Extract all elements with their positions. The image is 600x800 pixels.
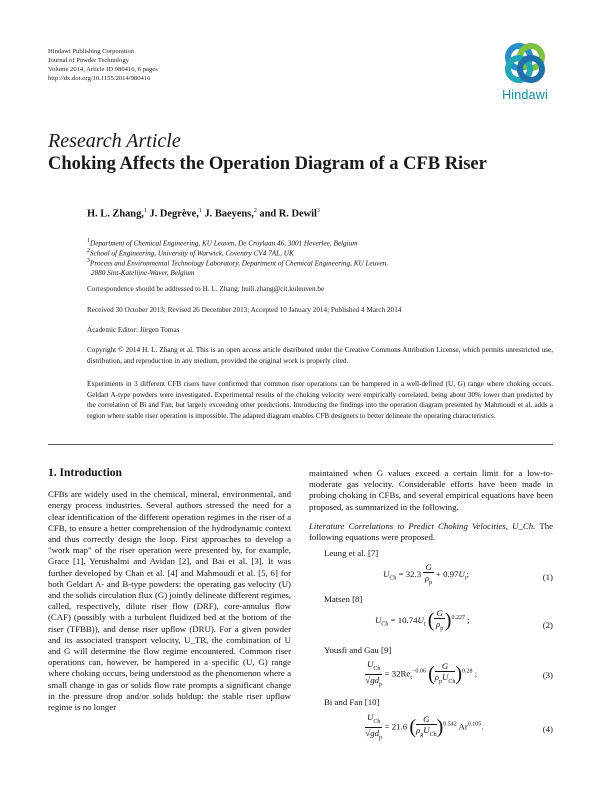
correspondence-note: Correspondence should be addressed to H. L. Zhang; huili.zhang@cit.kuleuven.be — [87, 285, 325, 293]
section-heading: 1. Introduction — [48, 467, 122, 479]
literature-text: The following equations were proposed. — [309, 520, 554, 543]
literature-heading: Literature Correlations to Predict Choking Velocities, U_Ch. — [309, 520, 536, 531]
literature-paragraph — [309, 521, 553, 543]
hindawi-logo-icon — [502, 40, 548, 86]
abstract-text: Experiments in 3 different CFB risers have confirmed that common riser operations can be hampered in a well-defined (U, G) range where choking occurs. Geldart A-type powders were investigated. Experimental results of the choking velocity were empirically correlated, being about 30% lower than predicted by the correlation of Bi and Fan, but largely exceeding other predictions. Introducing the findings into the operation diagram presented by Mahmoudi et al. adds a region where stable riser operation is impossible. The adapted diagram enables CFB designers to better delineate the operating characteristics. — [87, 380, 553, 420]
article-category: Research Article — [48, 130, 181, 152]
equation-number: (3) — [542, 670, 553, 680]
author-name: H. L. Zhang, — [87, 208, 144, 220]
left-column — [48, 468, 291, 713]
affiliation-1: $^1$Department of Chemical Engineering, KU Leuven, De Croylaan 46, 3001 Heverlee, Belgium — [87, 238, 358, 248]
article-dates: Received 30 October 2013; Revised 26 December 2013; Accepted 10 January 2014; Published 4 March 2014 — [87, 306, 402, 314]
author-name: and R. Dewil — [259, 208, 317, 220]
publisher-name: Hindawi Publishing Corporation — [48, 48, 135, 55]
affiliation-3: $^3$Process and Environmental Technology Laboratory, Department of Chemical Engineering, KU Leuven, 2880 Sint-Katelijne-Waver, Belgium — [87, 258, 389, 277]
affiliation-2: $^2$School of Engineering, University of Warwick, Coventry CV4 7AL, UK — [87, 248, 294, 258]
copyright-notice: Copyright © 2014 H. L. Zhang et al. This is an open access article distributed under the Creative Commons Attribution License, which permits unrestricted use, distribution, and reproduction in any medium, provided the original work is properly cited. — [87, 346, 553, 365]
journal-name: Journal of Powder Technology — [48, 57, 129, 64]
journal-header — [48, 47, 158, 83]
equation-number: (4) — [542, 724, 553, 734]
author-affiliation-mark: 2 — [253, 208, 257, 214]
equation-label: Matsen [8] — [324, 594, 363, 604]
author-name: J. Degrève, — [149, 208, 199, 220]
equation-1: $U_{Ch} = 32.3$ $\frac{G}{\rho_p}$ + $0.97U_t$; — [383, 562, 469, 586]
equation-number: (1) — [542, 572, 553, 582]
doi-link[interactable]: http://dx.doi.org/10.1155/2014/980416 — [48, 75, 151, 82]
author-affiliation-mark: 1 — [198, 208, 202, 214]
author-list — [87, 208, 320, 219]
volume-info: Volume 2014, Article ID 980416, 6 pages — [48, 66, 158, 73]
right-column — [309, 468, 553, 551]
hindawi-logo — [494, 40, 556, 106]
academic-editor: Academic Editor: Jürgen Tomas — [87, 326, 180, 334]
equation-label: Bi and Fan [10] — [324, 697, 380, 707]
equation-4: $\frac{U_{Ch}}{√gd_p}$ = 21.6 ( $\frac{G}{\rho_gU_{Ch}}$ )$^{0.542}$ $Ar^{0.105}$. — [365, 712, 484, 741]
equation-3: $\frac{U_{Ch}}{√gd_p}$ = $32Re_t^{-0.06}$ ( $\frac{G}{\rho_pU_{Ch}}$ )$^{0.28}$ ; — [365, 659, 478, 688]
hindawi-logo-text: Hindawi — [502, 88, 548, 102]
author-affiliation-mark: 3 — [316, 208, 320, 214]
equation-label: Yousfi and Gau [9] — [324, 645, 392, 655]
equation-number: (2) — [542, 620, 553, 630]
intro-paragraph: CFBs are widely used in the chemical, mineral, environmental, and energy process industries. Several authors stressed the need for a clear identification of the different operation regimes in the riser of a CFB, to ensure a better comprehension of the hydrodynamic context and thus correctly design the loop. First approaches to develop a "work map" of the riser operation were presented by, for example, Grace [1], Yerushalmi and Avidan [2], and Bai et al. [3]. It was further developed by Chan et al. [4] and Mahmoudi et al. [5, 6] for both Geldart A- and B-type powders: the operating gas velocity (U) and the solids circulation flux (G) jointly delineate different regimes, called, respectively, dilute riser flow (DRF), core-annulus flow (CAF) (possibly with a turbulent fluidized bed at the bottom of the riser (TFBB)), and dense riser upflow (DRU). For a given powder and its associated transport velocity, U_TR, the combination of U and G will determine the flow regime encountered. Common riser operations can, however, be hampered in a specific (U, G) range where choking occurs, being understood as the phenomenon where a small change in gas or solids flow rate prompts a significant change in the pressure drop and/or solids holdup: the stable riser upflow regime is no longer — [48, 489, 291, 713]
author-name: J. Baeyens, — [204, 208, 254, 220]
equation-2: $U_{Ch} = 10.74U_t$ ( $\frac{G}{\rho_p}$ )$^{0.227}$ ; — [375, 608, 470, 632]
author-affiliation-mark: 1 — [143, 208, 147, 214]
equation-label: Leung et al. [7] — [324, 548, 379, 558]
section-divider — [48, 444, 553, 445]
right-paragraph: maintained when G values exceed a certain limit for a low-to-moderate gas velocity. Considerable efforts have been made in probing choking in CFBs, and several empirical equations have been proposed, as summarized in the following. — [309, 468, 553, 512]
article-title: Choking Affects the Operation Diagram of a CFB Riser — [48, 154, 487, 174]
